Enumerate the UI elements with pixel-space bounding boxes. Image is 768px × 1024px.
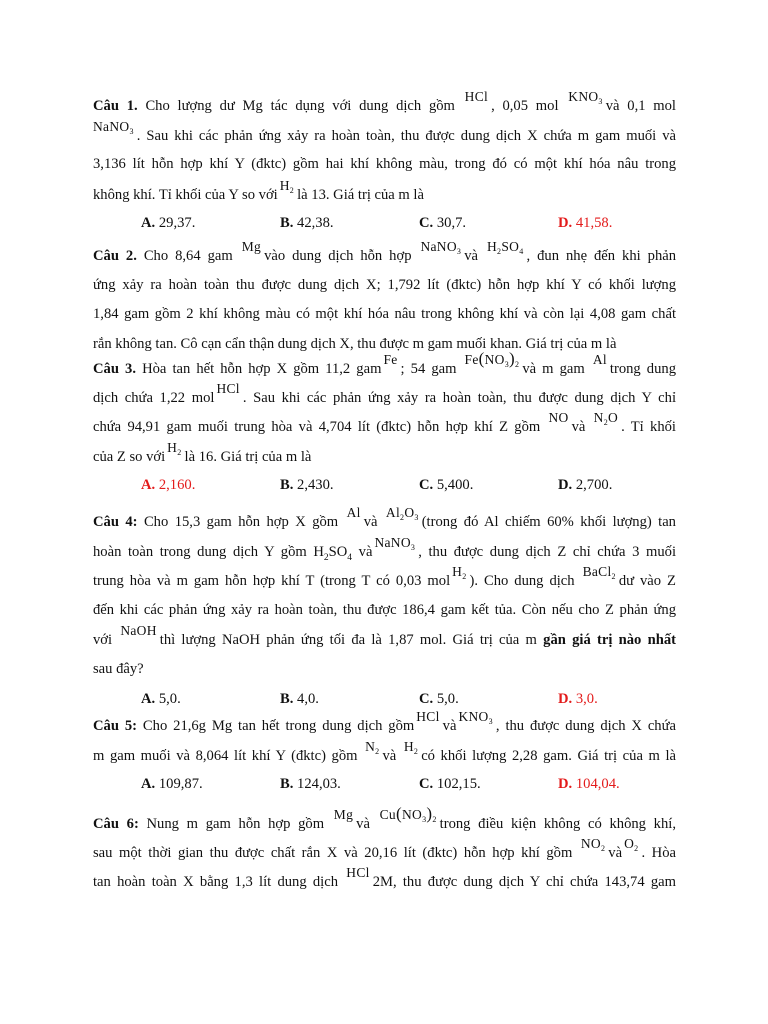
formula-no2: $NO_2$ (580, 835, 606, 853)
formula-h2: $H_2$ (403, 738, 419, 756)
formula-o2: $O_2$ (624, 835, 639, 853)
option-c: C. 5,400. (419, 477, 474, 494)
option-d-answer: D. 41,58. (558, 215, 613, 232)
question-6-line-2: sau một thời gian thu được chất rắn X và 20,16 lít (đktc) hỗn hợp khí gồm $NO_2$ vàO$_2$ . Hòa (93, 835, 676, 861)
formula-nano3: NaNO$_3$ (93, 118, 134, 136)
formula-hcl: HCl (216, 380, 240, 396)
formula-no: NO (548, 410, 569, 426)
question-5-line-1: Câu 5: Cho 21,6g Mg tan hết trong dung dịch gồmHClvàKNO$_3$ , thu được dung dịch X chứa (93, 709, 676, 734)
formula-al: Al (592, 352, 607, 367)
question-2 (93, 241, 676, 359)
question-label: Câu 3. (93, 361, 136, 377)
question-3-line-1: Câu 3. Hòa tan hết hỗn hợp X gồm 11,2 gamFe; 54 gam $Fe(NO_3)_2$ và m gam Altrong dung (93, 349, 676, 377)
question-2-line-3: 1,84 gam gồm 2 khí không màu có một khí hóa nâu trong không khí và còn lại 4,08 gam chất (93, 306, 676, 323)
option-a: A. 5,0. (141, 690, 181, 707)
question-3 (93, 349, 676, 499)
question-label: Câu 6: (93, 816, 139, 832)
formula-naoh: NaOH (120, 623, 157, 639)
formula-kno3: $KNO_3$ (458, 709, 493, 726)
formula-cu-no3-2: $Cu(NO_3)_2$ (379, 804, 437, 824)
formula-h2: $H_2$ (452, 564, 467, 582)
option-c: C. 102,15. (419, 776, 481, 793)
formula-h2: $H_2$ (167, 439, 182, 457)
formula-bacl2: BaCl$_2$ (582, 564, 616, 582)
formula-hcl: HCl (464, 89, 489, 104)
emphasis-text: gần giá trị nào nhất (543, 632, 676, 649)
formula-kno3: $KNO_3$ (568, 89, 603, 106)
question-6-line-1: Câu 6: Nung m gam hỗn hợp gồm Mgvà $Cu(NO_3)_2$ trong điều kiện không có không khí, (93, 804, 676, 832)
question-3-line-4: của Z so vớiH$_2$ là 16. Giá trị của m là (93, 439, 312, 465)
question-2-line-2: ứng xảy ra hoàn toàn thu được dung dịch X; 1,792 lít (đktc) hỗn hợp khí Y có khối lượng (93, 276, 676, 293)
question-4-line-4: đến khi các phản ứng xảy ra hoàn toàn, thu được 186,4 gam kết tủa. Còn nếu cho Z phản ứng (93, 601, 676, 618)
question-6 (93, 804, 676, 897)
option-a: A. 109,87. (141, 776, 203, 793)
formula-hcl: HCl (416, 709, 440, 724)
question-4-line-6: sau đây? (93, 660, 144, 677)
option-d-answer: D. 104,04. (558, 776, 620, 793)
question-5 (93, 711, 676, 798)
question-1-options (93, 209, 676, 237)
formula-h2: $H_2$ (279, 177, 295, 195)
formula-n2: $N_2$ (365, 738, 380, 756)
question-2-line-4: rắn không tan. Cô cạn cẩn thận dung dịch X, thu được m gam muối khan. Giá trị của m là (93, 335, 617, 352)
question-5-options (93, 770, 676, 798)
question-label: Câu 2. (93, 248, 137, 264)
option-d: D. 2,700. (558, 477, 613, 494)
formula-fe-no3-2: $Fe(NO_3)_2$ (464, 349, 520, 369)
formula-h2so4: $H_2SO_4$ (486, 239, 524, 256)
question-6-line-3: tan hoàn toàn X bằng 1,3 lít dung dịch HCl2M, thu được dung dịch Y chỉ chứa 143,74 gam (93, 865, 676, 891)
option-b: B. 2,430. (280, 477, 334, 494)
question-2-line-1: Câu 2. Cho 8,64 gam Mgvào dung dịch hỗn hợp NaNO$_3$ và $H_2SO_4$ , đun nhẹ đến khi phản (93, 239, 677, 264)
question-5-line-2: m gam muối và 8,064 lít khí Y (đktc) gồm $N_2$ và $H_2$ có khối lượng 2,28 gam. Giá trị của m là (93, 738, 676, 764)
question-4-line-5: với NaOHthì lượng NaOH phản ứng tối đa là 1,87 mol. Giá trị của m gần giá trị nào nhất (93, 623, 676, 649)
question-1-line-1: Câu 1. Cho lượng dư Mg tác dụng với dung dịch gồm HCl, 0,05 mol $KNO_3$ và 0,1 mol (93, 89, 676, 114)
option-b: B. 124,03. (280, 776, 341, 793)
question-3-line-3: chứa 94,91 gam muối trung hòa và 4,704 lít (đktc) hỗn hợp khí Z gồm NOvà $N_2O$. Tỉ khối (93, 410, 676, 436)
formula-nano3: NaNO$_3$ (374, 534, 416, 552)
question-4-line-2: hoàn toàn trong dung dịch Y gồm $H_2SO_4$ vàNaNO$_3$ , thu được dung dịch Z chỉ chứa 3 muối (93, 534, 676, 563)
option-a-answer: A. 2,160. (141, 477, 196, 494)
question-1-line-4: không khí. Tỉ khối của Y so vớiH$_2$ là 13. Giá trị của m là (93, 177, 424, 203)
formula-fe: Fe (383, 352, 398, 367)
question-4-line-1: Câu 4: Cho 15,3 gam hỗn hợp X gồm Alvà $Al_2O_3$ (trong đó Al chiếm 60% khối lượng) tan (93, 505, 676, 530)
option-b: B. 4,0. (280, 690, 319, 707)
option-a: A. 29,37. (141, 215, 196, 232)
option-d-answer: D. 3,0. (558, 690, 598, 707)
formula-nano3: NaNO$_3$ (420, 239, 462, 256)
formula-n2o: $N_2O$ (593, 410, 619, 428)
question-1-line-3: 3,136 lít hỗn hợp khí Y (đktc) gồm hai khí không màu, trong đó có một khí hóa nâu trong (93, 156, 676, 173)
formula-al2o3: $Al_2O_3$ (385, 505, 419, 522)
question-label: Câu 1. (93, 98, 138, 114)
question-4-options (93, 685, 676, 713)
question-label: Câu 5: (93, 718, 138, 734)
question-3-options (93, 471, 676, 499)
formula-hcl: HCl (346, 865, 370, 881)
question-3-line-2: dịch chứa 1,22 molHCl. Sau khi các phản ứng xảy ra hoàn toàn, thu được dung dịch Y chỉ (93, 380, 676, 406)
question-1-line-2: NaNO$_3$ . Sau khi các phản ứng xảy ra hoàn toàn, thu được dung dịch X chứa m gam muối và (93, 118, 676, 144)
formula-mg: Mg (241, 239, 262, 254)
formula-al: Al (346, 505, 361, 520)
question-4-line-3: trung hòa và m gam hỗn hợp khí T (trong T có 0,03 molH$_2$ ). Cho dung dịch BaCl$_2$ dư vào Z (93, 564, 676, 590)
option-b: B. 42,38. (280, 215, 334, 232)
option-c: C. 5,0. (419, 690, 459, 707)
option-c: C. 30,7. (419, 215, 467, 232)
question-1 (93, 91, 676, 237)
question-4 (93, 507, 676, 713)
formula-mg: Mg (333, 807, 354, 822)
question-label: Câu 4: (93, 514, 138, 530)
